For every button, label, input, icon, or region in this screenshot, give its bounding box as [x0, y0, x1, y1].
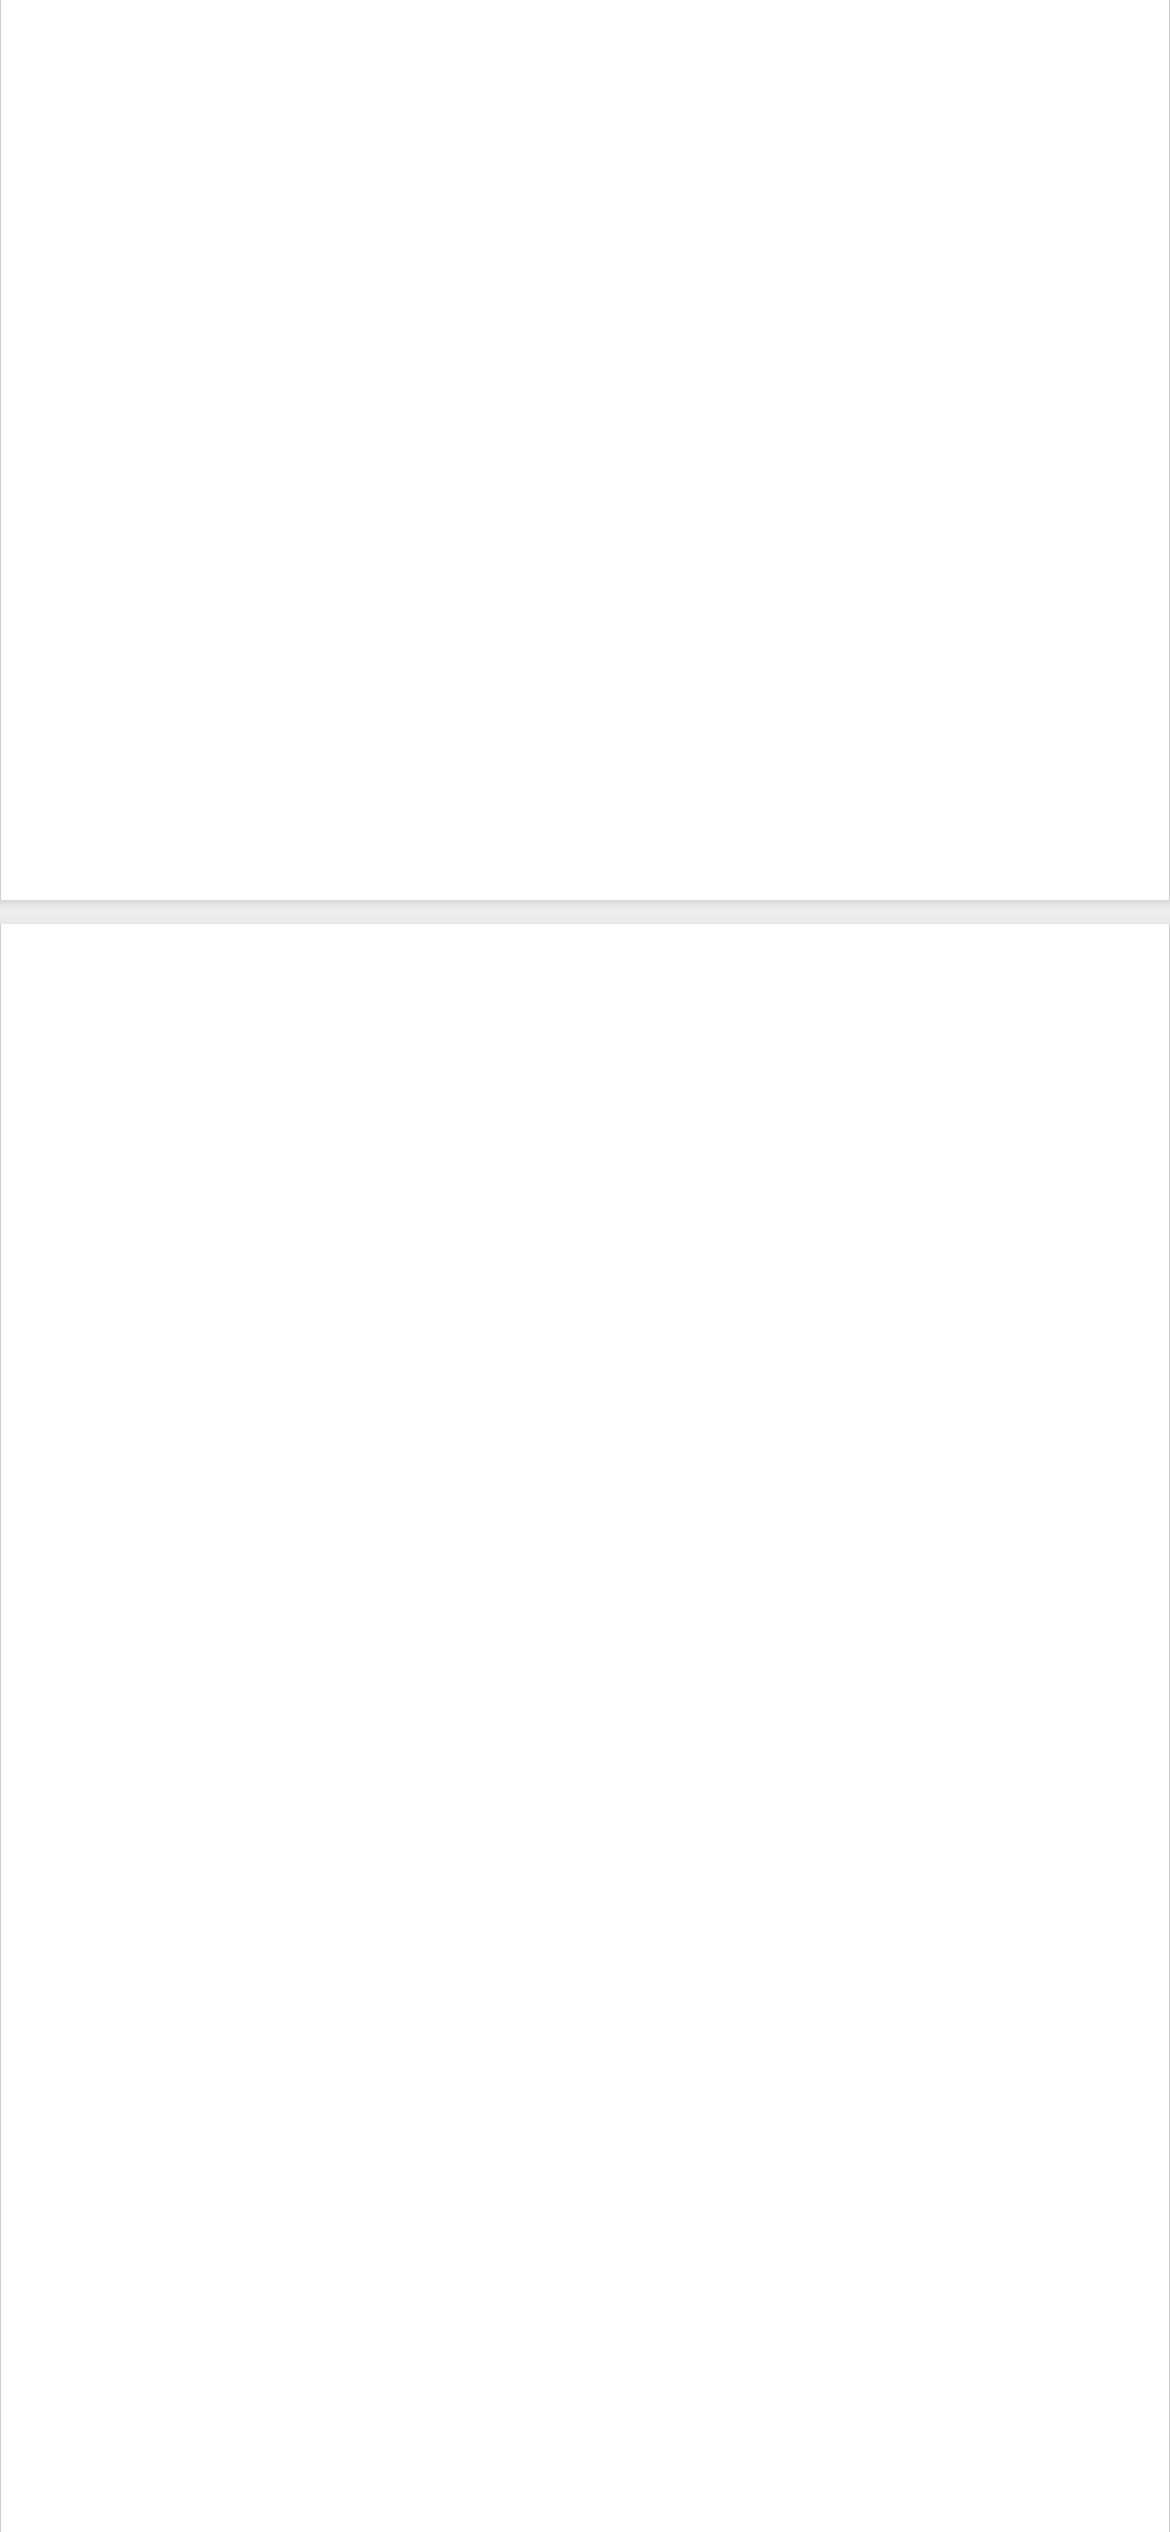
page-top — [0, 0, 1170, 900]
page-separator — [0, 900, 1170, 924]
page-bottom — [0, 924, 1170, 2532]
page-left-edge — [0, 924, 1, 2532]
page-left-edge — [0, 0, 1, 900]
